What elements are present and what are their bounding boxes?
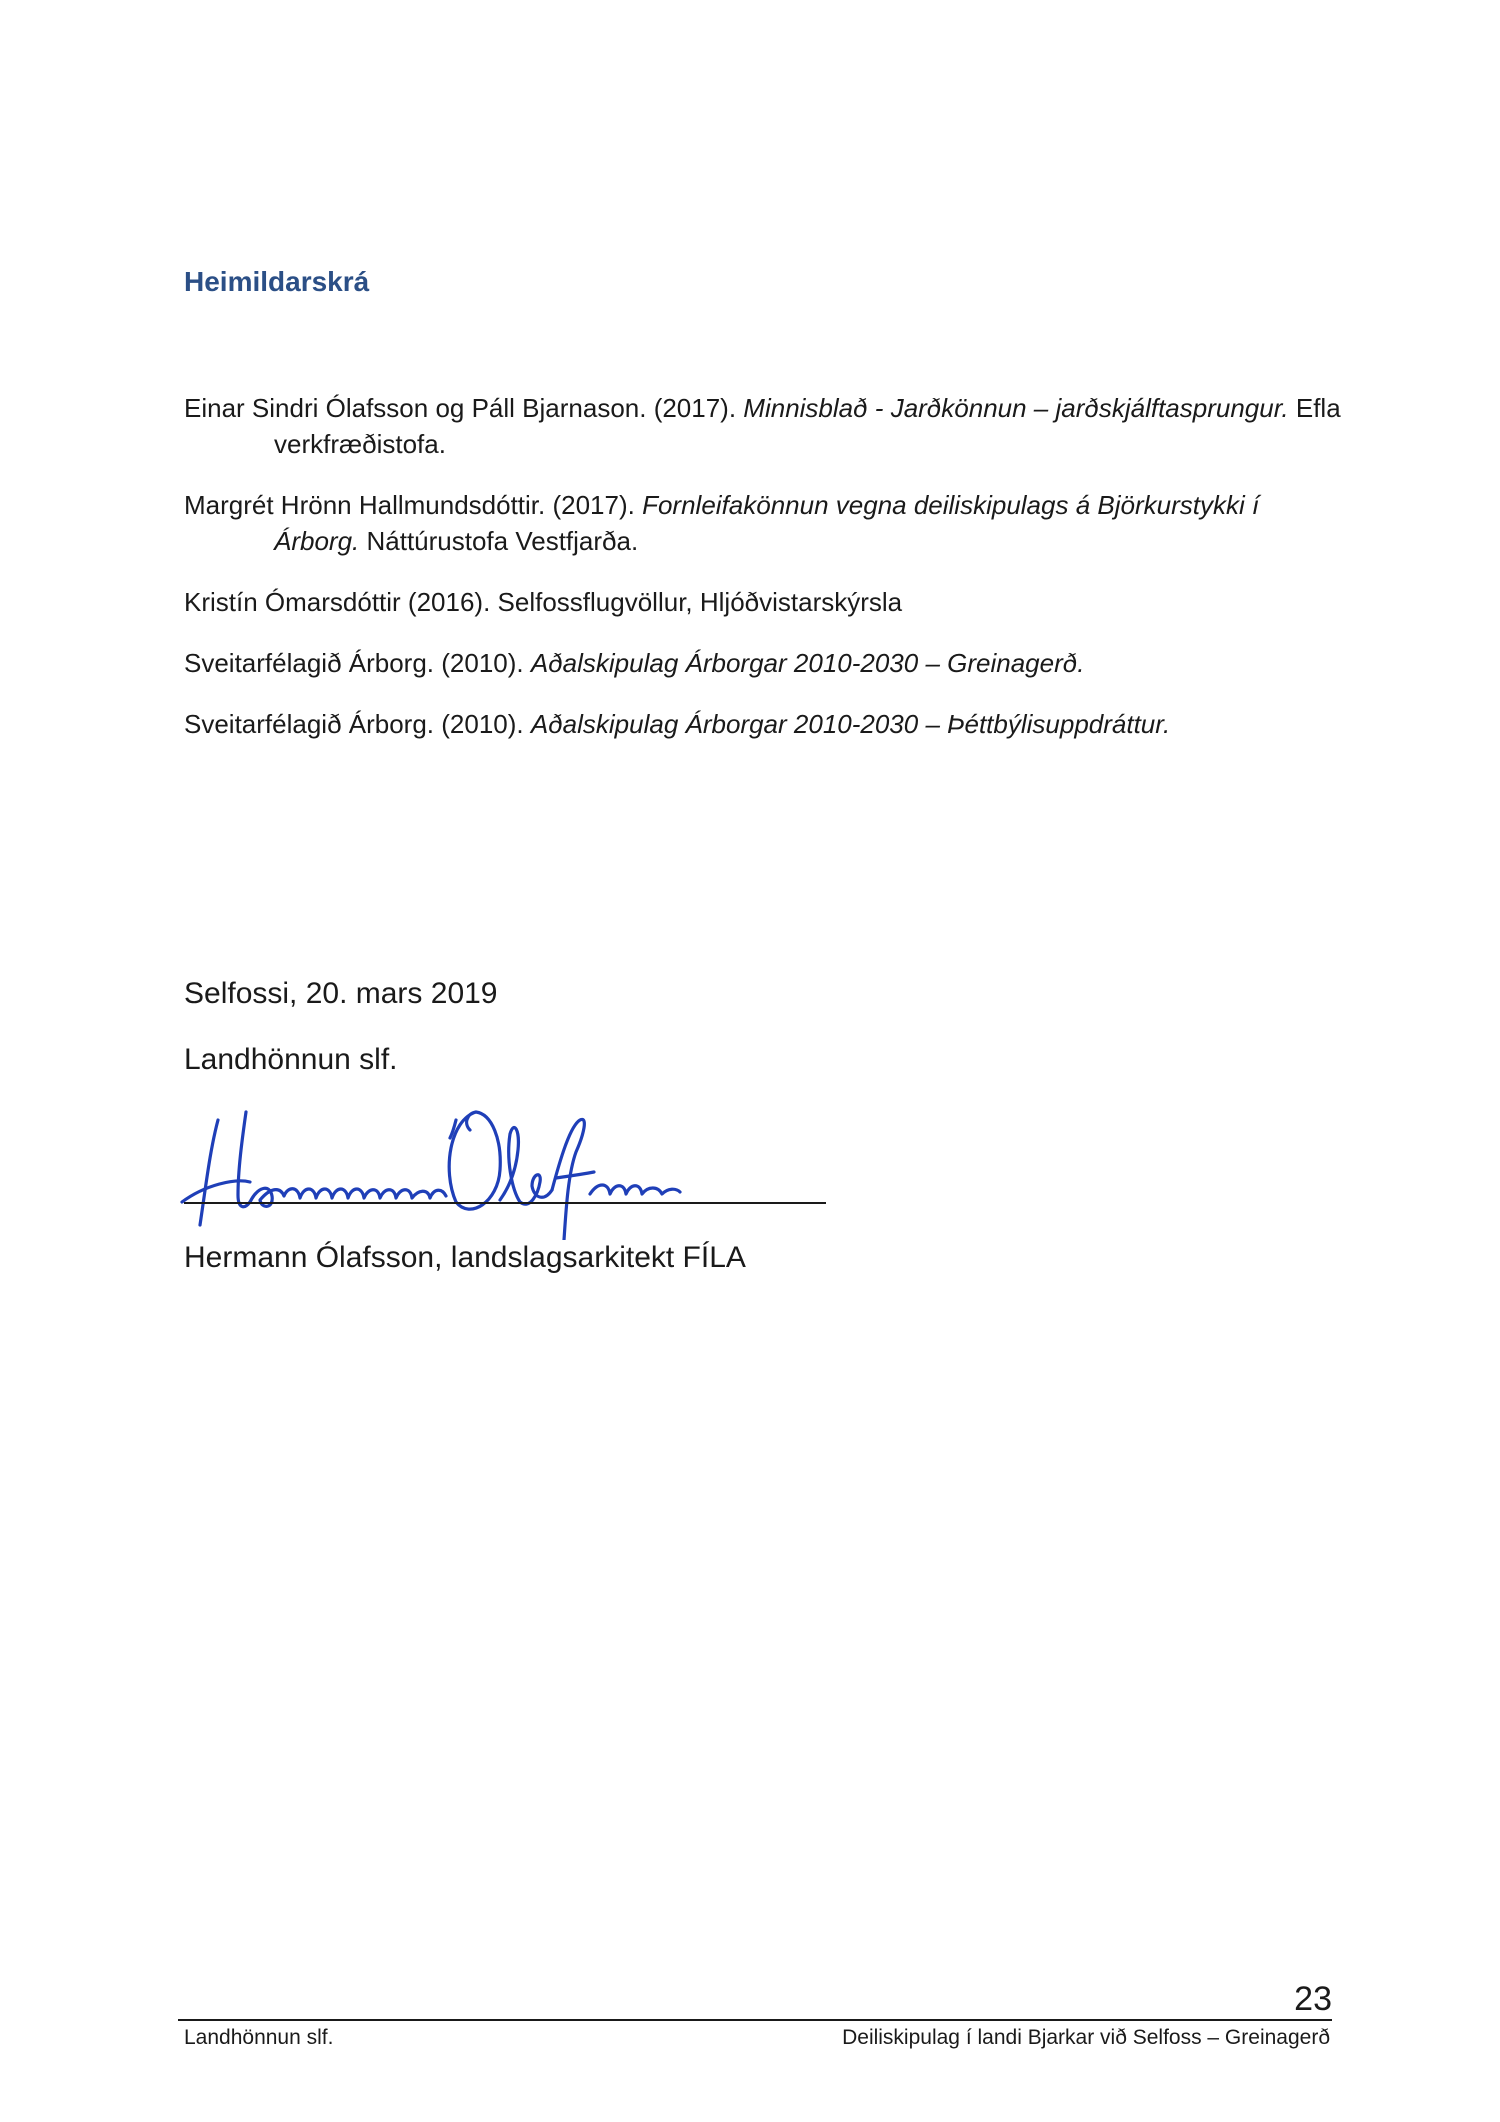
reference-item bbox=[184, 645, 1344, 681]
reference-title: Aðalskipulag Árborgar 2010-2030 – Þéttbýlisuppdráttur. bbox=[530, 709, 1171, 739]
section-heading: Heimildarskrá bbox=[184, 266, 370, 297]
reference-title: Aðalskipulag Árborgar 2010-2030 – Greinagerð. bbox=[530, 648, 1085, 678]
signature-line bbox=[184, 1202, 826, 1204]
reference-publisher: Náttúrustofa Vestfjarða. bbox=[359, 526, 639, 556]
reference-authors: Margrét Hrönn Hallmundsdóttir. (2017). bbox=[184, 490, 643, 520]
reference-item bbox=[184, 706, 1344, 742]
reference-authors: Sveitarfélagið Árborg. (2010). bbox=[184, 709, 531, 739]
reference-list bbox=[184, 390, 1344, 767]
reference-publisher: Efla verkfræðistofa. bbox=[274, 393, 1341, 459]
footer-divider bbox=[178, 2019, 1332, 2021]
reference-item bbox=[184, 390, 1344, 462]
reference-authors: Kristín Ómarsdóttir (2016). Selfossflugvöllur, Hljóðvistarskýrsla bbox=[184, 587, 903, 617]
signer-name: Hermann Ólafsson, landslagsarkitekt FÍLA bbox=[184, 1241, 746, 1274]
company-name: Landhönnun slf. bbox=[184, 1043, 398, 1076]
footer-company: Landhönnun slf. bbox=[184, 2026, 334, 2049]
reference-authors: Sveitarfélagið Árborg. (2010). bbox=[184, 648, 531, 678]
handwritten-signature bbox=[180, 1090, 740, 1240]
reference-title: Fornleifakönnun vegna deiliskipulags á Björkurstykki í Árborg. bbox=[274, 490, 1260, 556]
reference-authors: Einar Sindri Ólafsson og Páll Bjarnason. (2017). bbox=[184, 393, 744, 423]
reference-title: Minnisblað - Jarðkönnun – jarðskjálftasprungur. bbox=[743, 393, 1289, 423]
reference-item bbox=[184, 487, 1344, 559]
place-date: Selfossi, 20. mars 2019 bbox=[184, 977, 498, 1010]
footer-document-title: Deiliskipulag í landi Bjarkar við Selfoss – Greinagerð bbox=[842, 2026, 1330, 2049]
reference-item bbox=[184, 584, 1344, 620]
page-number: 23 bbox=[1294, 1980, 1332, 2018]
